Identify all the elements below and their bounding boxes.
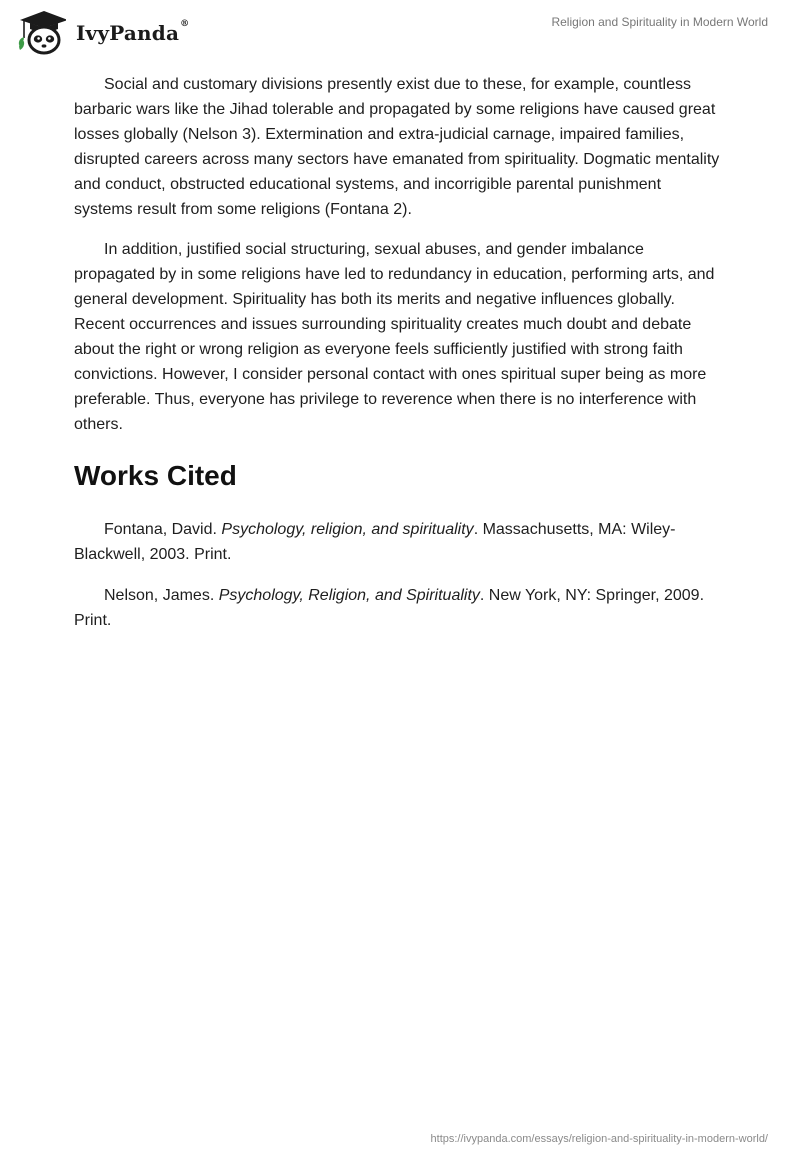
citation-details: . Massachusetts, MA: Wiley-Blackwell, 2003. Print. bbox=[74, 521, 676, 563]
citation-entry bbox=[74, 583, 724, 633]
works-cited-heading: Works Cited bbox=[74, 460, 237, 491]
registered-mark: ® bbox=[180, 19, 190, 29]
essay-content bbox=[74, 72, 724, 649]
citation-author: Fontana, David. bbox=[104, 521, 222, 538]
citation-title: Psychology, Religion, and Spirituality bbox=[218, 587, 480, 604]
body-paragraph: Social and customary divisions presently exist due to these, for example, countless barbaric wars like the Jihad tolerable and propagated by some religions have caused great losses globally (Nelson 3). Extermination and extra-judicial carnage, impaired families, disrupted careers across many sectors have emanated from spirituality. Dogmatic mentality and conduct, obstructed educational systems, and incorrigible parental punishment systems result from some religions (Fontana 2). bbox=[74, 76, 720, 218]
panda-graduation-cap-icon bbox=[14, 8, 66, 56]
source-url[interactable]: https://ivypanda.com/essays/religion-and-spirituality-in-modern-world/ bbox=[430, 1133, 768, 1145]
running-title: Religion and Spirituality in Modern World bbox=[551, 15, 768, 29]
citation-author: Nelson, James. bbox=[104, 587, 219, 604]
citation-entry bbox=[74, 517, 724, 567]
citation-title: Psychology, religion, and spirituality bbox=[221, 521, 474, 538]
body-paragraph: In addition, justified social structuring, sexual abuses, and gender imbalance propagated by in some religions have led to redundancy in education, performing arts, and general development. Spirituality has both its merits and negative influences globally. Recent occurrences and issues surrounding spirituality creates much doubt and debate about the right or wrong religion as everyone feels sufficiently justified with strong faith convictions. However, I consider personal contact with ones spiritual super being as more preferable. Thus, everyone has privilege to reverence when there is no interference with others. bbox=[74, 241, 715, 433]
logo-wordmark: IvyPanda® bbox=[76, 19, 190, 45]
ivypanda-logo[interactable] bbox=[14, 8, 189, 56]
citation-details: . New York, NY: Springer, 2009. Print. bbox=[74, 587, 705, 629]
page-header bbox=[0, 0, 800, 70]
